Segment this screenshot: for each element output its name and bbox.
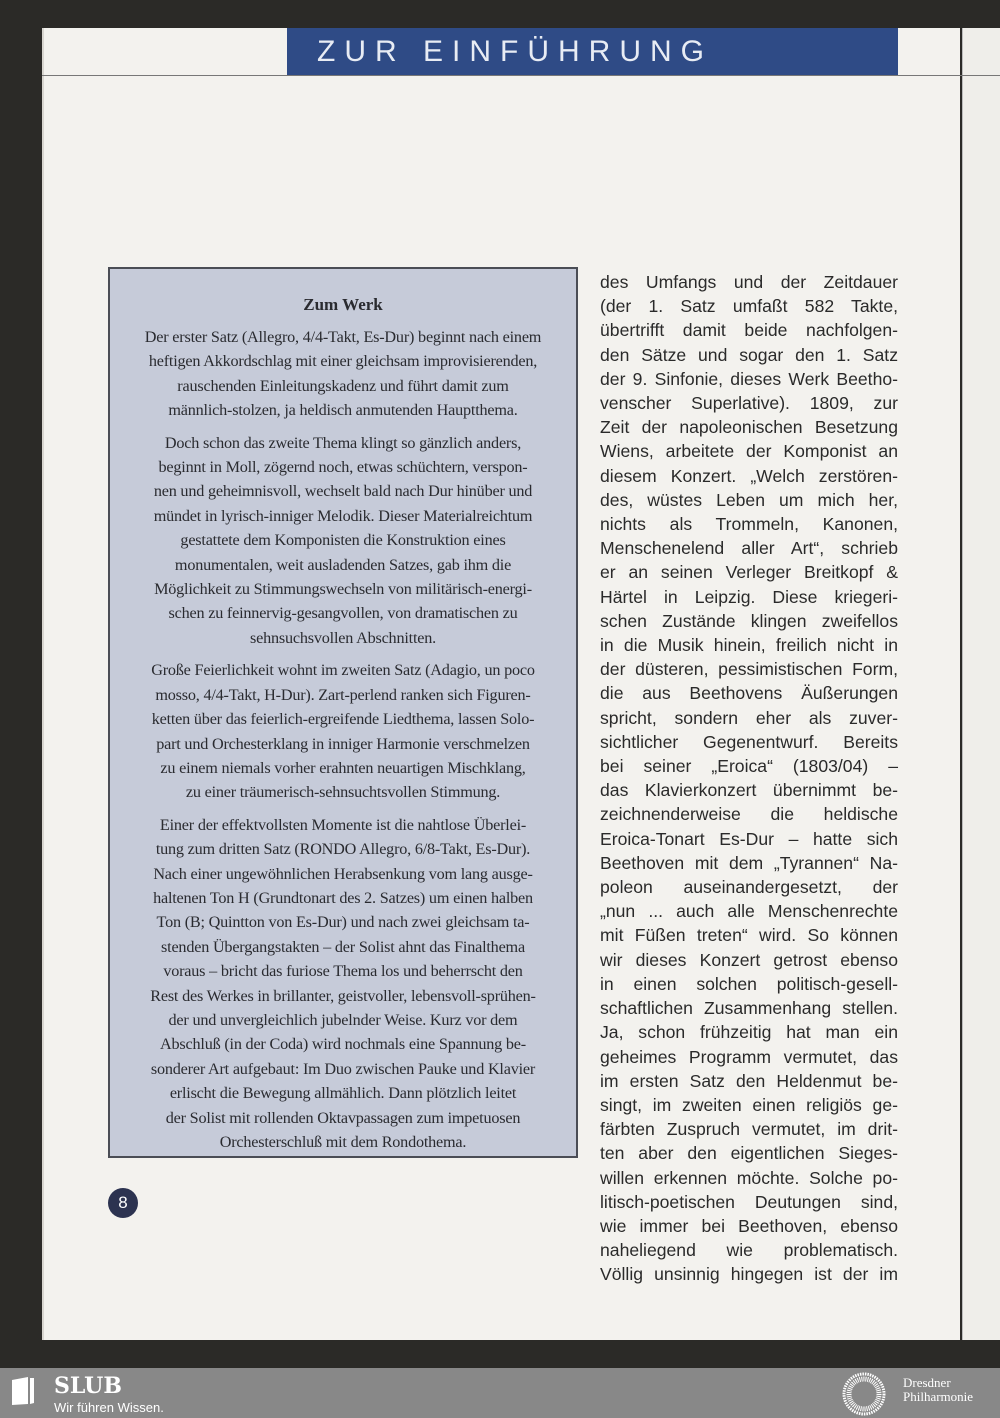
text-line: färbten Zuspruch vermutet, im drit- <box>600 1119 898 1140</box>
text-line: Zeit der napoleonischen Besetzung <box>600 417 898 438</box>
next-page-edge <box>962 28 1000 1340</box>
text-line: sonderer Art aufgebaut: Im Duo zwischen Pauke und Klavier <box>150 1059 536 1078</box>
header-rule <box>42 75 1000 76</box>
text-line: Völlig unsinnig hingegen ist der im <box>600 1264 898 1285</box>
slub-book-icon <box>10 1376 36 1406</box>
text-line: Eroica-Tonart Es-Dur – hatte sich <box>600 828 898 849</box>
text-line: poleon auseinandergesetzt, der <box>600 877 898 898</box>
text-line: tung zum dritten Satz (RONDO Allegro, 6/8-Takt, Es-Dur). <box>155 840 531 859</box>
page-number: 8 <box>108 1188 138 1218</box>
text-line: Einer der effektvollsten Momente ist die nahtlose Überlei- <box>159 815 527 834</box>
text-line: rauschenden Einleitungskadenz und führt damit zum <box>177 376 509 395</box>
text-line: zeichnenderweise die heldische <box>600 804 898 825</box>
text-line: sichtlicher Gegenentwurf. Bereits <box>600 731 898 752</box>
text-line: geheimes Programm vermutet, das <box>600 1046 898 1067</box>
text-line: mündet in lyrisch-inniger Melodik. Dieser Materialreichtum <box>153 506 533 525</box>
box-title: Zum Werk <box>303 295 383 314</box>
text-line: naheliegend wie problematisch. <box>600 1240 898 1261</box>
text-line: diesem Konzert. „Welch zerstören- <box>600 465 898 486</box>
text-line: die aus Beethovens Äußerungen <box>600 683 898 704</box>
text-line: nichts als Trommeln, Kanonen, <box>600 514 898 535</box>
section-header: ZUR EINFÜHRUNG <box>287 28 898 75</box>
text-line: im ersten Satz den Heldenmut be- <box>600 1070 898 1091</box>
text-line: voraus – bricht das furiose Thema los und beherrscht den <box>163 962 523 981</box>
text-line: monumentalen, weit ausladenden Satzes, gab ihm die <box>174 555 512 574</box>
text-line: Menschenelend aller Art“, schrieb <box>600 538 898 559</box>
slub-logo-text: SLUB <box>54 1373 122 1399</box>
main-text-column <box>600 270 898 1287</box>
text-line: singt, im zweiten einen religiös ge- <box>600 1094 898 1115</box>
text-line: beginnt in Moll, zögernd noch, etwas schüchtern, verspon- <box>158 458 528 477</box>
box-paragraph <box>110 431 576 651</box>
text-line: das Klavierkonzert übernimmt be- <box>600 780 898 801</box>
text-line: Beethoven mit dem „Tyrannen“ Na- <box>600 852 898 873</box>
text-line: ten aber den eigentlichen Sieges- <box>600 1143 898 1164</box>
text-line: der 9. Sinfonie, dieses Werk Beetho- <box>600 368 898 389</box>
text-line: Der erster Satz (Allegro, 4/4-Takt, Es-Dur) beginnt nach einem <box>144 328 542 346</box>
text-line: erlischt die Bewegung allmählich. Dann plötzlich leitet <box>169 1084 517 1103</box>
text-line: Große Feierlichkeit wohnt im zweiten Satz (Adagio, un poco <box>151 661 535 680</box>
text-line: wir dieses Konzert getrost ebenso <box>600 949 898 970</box>
slub-tagline: Wir führen Wissen. <box>54 1400 164 1415</box>
text-line: heftigen Akkordschlag mit einer gleichsam improvisierenden, <box>148 352 538 371</box>
text-line: zu einer träumerisch-sehnsuchtsvollen Stimmung. <box>185 783 501 802</box>
text-line: stenden Übergangstakten – der Solist ahnt das Finalthema <box>161 937 525 956</box>
text-line: „nun ... auch alle Menschenrechte <box>600 901 898 922</box>
text-line: übertrifft damit beide nachfolgen- <box>600 320 898 341</box>
text-line: in einen solchen politisch-gesell- <box>600 973 898 994</box>
text-line: bei seiner „Eroica“ (1803/04) – <box>600 756 898 777</box>
text-line: schen Zustände klingen zweifellos <box>600 610 898 631</box>
text-line: schaftlichen Zusammenhang stellen. <box>600 998 898 1019</box>
text-line: Orchesterschluß mit dem Rondothema. <box>219 1133 467 1151</box>
text-line: venscher Superlative). 1809, zur <box>600 393 898 414</box>
text-line: ketten über das feierlich-ergreifende Liedthema, lassen Solo- <box>151 710 535 729</box>
text-line: der düsteren, pessimistischen Form, <box>600 659 898 680</box>
box-paragraph <box>110 325 576 423</box>
text-line: Nach einer ungewöhnlichen Herabsenkung vom lang ausge- <box>153 864 533 883</box>
zum-werk-box <box>108 267 578 1158</box>
text-line: in die Musik hinein, freilich nicht in <box>600 635 898 656</box>
text-line: Ton (B; Quintton von Es-Dur) und nach zwei gleichsam ta- <box>156 913 530 932</box>
text-line: des, wüstes Leben um mich her, <box>600 489 898 510</box>
text-line: gestattete dem Komponisten die Konstruktion eines <box>180 531 506 550</box>
text-line: Möglichkeit zu Stimmungswechseln von militärisch-energi- <box>154 580 532 599</box>
text-line: wie immer bei Beethoven, ebenso <box>600 1215 898 1236</box>
text-line: nen und geheimnisvoll, wechselt bald nach Dur hinüber und <box>153 482 533 501</box>
text-line: Ja, schon frühzeitig hat man ein <box>600 1022 898 1043</box>
text-line: zu einem niemals vorher erahnten neuartigen Mischklang, <box>160 758 526 777</box>
philharmonie-logo-text: Dresdner Philharmonie <box>903 1375 974 1404</box>
text-line: mosso, 4/4-Takt, H-Dur). Zart-perlend ranken sich Figuren- <box>155 685 531 704</box>
text-line: mit Füßen treten“ wird. So können <box>600 925 898 946</box>
text-line: willen erkennen möchte. Solche po- <box>600 1167 898 1188</box>
text-line: schen zu feinnervig-gesangvollen, von dramatischen zu <box>168 604 518 623</box>
text-line: des Umfangs und der Zeitdauer <box>600 272 898 292</box>
text-line: (der 1. Satz umfaßt 582 Takte, <box>600 296 898 317</box>
text-line: Abschluß (in der Coda) wird nochmals eine Spannung be- <box>160 1035 526 1054</box>
text-line: litisch-poetischen Deutungen sind, <box>600 1191 898 1212</box>
text-line: spricht, sondern eher als zuver- <box>600 707 898 728</box>
text-line: sehnsuchsvollen Abschnitten. <box>250 628 436 647</box>
footer-bar <box>0 1368 1000 1418</box>
text-line: den Sätze und sogar den 1. Satz <box>600 344 898 365</box>
text-line: haltenen Ton H (Grundtonart des 2. Satzes) um einen halben <box>153 888 533 907</box>
text-line: der Solist mit rollenden Oktavpassagen zum impetuosen <box>165 1108 521 1127</box>
text-line: er an seinen Verleger Breitkopf & <box>600 562 898 583</box>
philharmonie-sun-icon <box>842 1372 886 1416</box>
text-line: Wiens, arbeitete der Komponist an <box>600 441 898 462</box>
text-line: der und unvergleichlich jubelnder Weise. Kurz vor dem <box>168 1010 518 1029</box>
text-line: männlich-stolzen, ja heldisch anmutenden Hauptthema. <box>168 401 518 420</box>
text-line: Härtel in Leipzig. Diese kriegeri- <box>600 586 898 607</box>
box-paragraph <box>110 658 576 804</box>
text-line: Rest des Werkes in brillanter, geistvoller, lebensvoll-sprühen- <box>150 986 536 1005</box>
box-paragraph <box>110 813 576 1155</box>
text-line: part und Orchesterklang in inniger Harmonie verschmelzen <box>156 734 530 753</box>
text-line: Doch schon das zweite Thema klingt so gänzlich anders, <box>164 433 522 452</box>
